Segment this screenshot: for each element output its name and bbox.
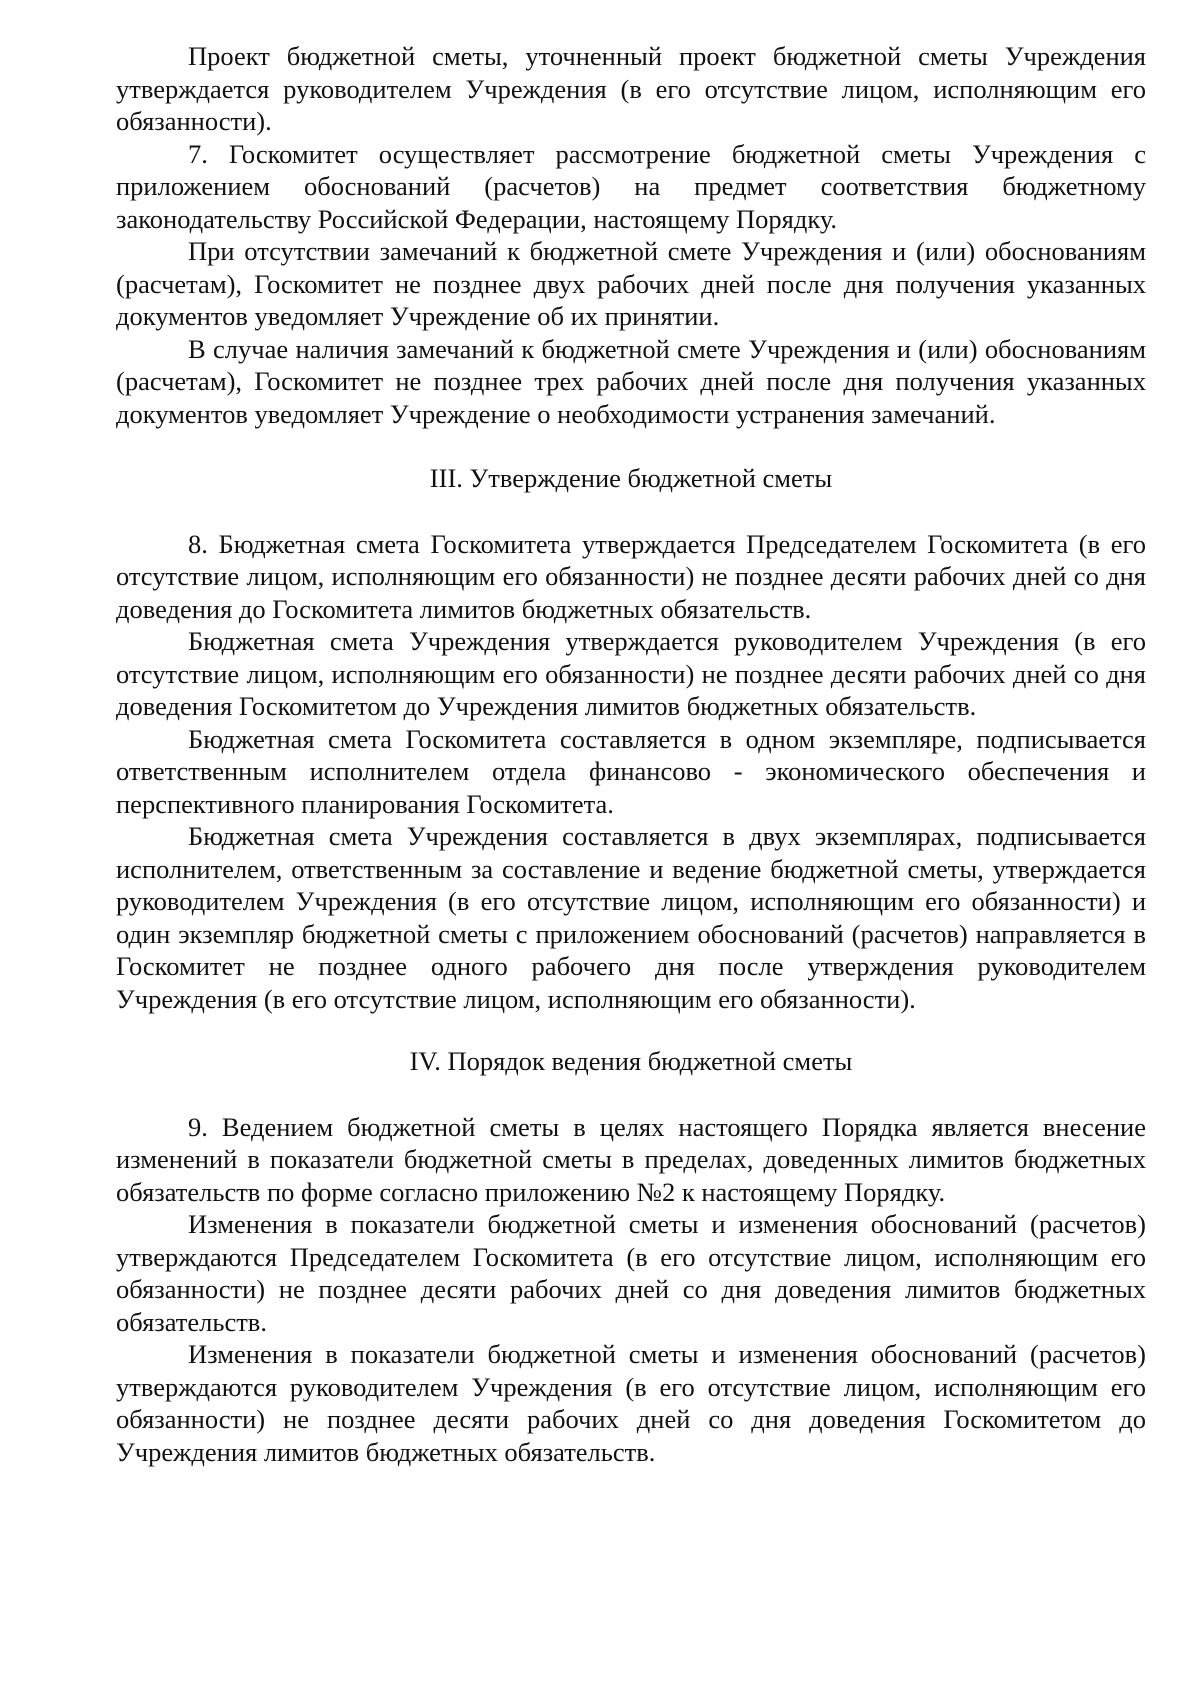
section-heading: III. Утверждение бюджетной сметы — [429, 463, 833, 493]
paragraph: В случае наличия замечаний к бюджетной смете Учреждения и (или) обоснованиям (расчетам), Госкомитет не позднее трех рабочих дней после дня получения указанных документов уведомляет Учреждение о необходимости устранения замечаний. — [116, 333, 1146, 429]
paragraph: Бюджетная смета Учреждения составляется в двух экземплярах, подписывается исполнителем, ответственным за составление и ведение бюджетной сметы, утверждается руководителем Учреждения (в его отсутствие лицом, исполняющим его обязанности) и один экземпляр бюджетной сметы с приложением обоснований (расчетов) направляется в Госкомитет не позднее одного рабочего дня после утверждения руководителем Учреждения (в его отсутствие лицом, исполняющим его обязанности). — [116, 821, 1146, 1014]
section-3 — [116, 462, 1146, 1015]
paragraph-item-7: 7. Госкомитет осуществляет рассмотрение бюджетной сметы Учреждения с приложением обоснований (расчетов) на предмет соответствия бюджетному законодательству Российской Федерации, настоящему Порядку. — [116, 138, 1146, 234]
document-page — [116, 40, 1146, 1468]
paragraph-item-9: 9. Ведением бюджетной сметы в целях настоящего Порядка является внесение изменений в показатели бюджетной сметы в пределах, доведенных лимитов бюджетных обязательств по форме согласно приложению №2 к настоящему Порядку. — [116, 1111, 1146, 1207]
section-heading: IV. Порядок ведения бюджетной сметы — [409, 1046, 853, 1076]
paragraph: Бюджетная смета Учреждения утверждается руководителем Учреждения (в его отсутствие лицом, исполняющим его обязанности) не позднее десяти рабочих дней со дня доведения Госкомитетом до Учреждения лимитов бюджетных обязательств. — [116, 626, 1146, 721]
paragraph: Проект бюджетной сметы, уточненный проект бюджетной сметы Учреждения утверждается руководителем Учреждения (в его отсутствие лицом, исполняющим его обязанности). — [116, 41, 1146, 136]
paragraph: При отсутствии замечаний к бюджетной смете Учреждения и (или) обоснованиям (расчетам), Госкомитет не позднее двух рабочих дней после дня получения указанных документов уведомляет Учреждение об их принятии. — [116, 236, 1146, 331]
paragraph: Изменения в показатели бюджетной сметы и изменения обоснований (расчетов) утверждаются Председателем Госкомитета (в его отсутствие лицом, исполняющим его обязанности) не позднее десяти рабочих дней со дня доведения лимитов бюджетных обязательств. — [116, 1209, 1146, 1337]
paragraph-item-8: 8. Бюджетная смета Госкомитета утверждается Председателем Госкомитета (в его отсутствие лицом, исполняющим его обязанности) не позднее десяти рабочих дней со дня доведения до Госкомитета лимитов бюджетных обязательств. — [116, 528, 1146, 624]
section-2-continuation — [116, 40, 1146, 430]
section-4 — [116, 1045, 1146, 1468]
paragraph: Изменения в показатели бюджетной сметы и изменения обоснований (расчетов) утверждаются руководителем Учреждения (в его отсутствие лицом, исполняющим его обязанности) не позднее десяти рабочих дней со дня доведения Госкомитетом до Учреждения лимитов бюджетных обязательств. — [116, 1339, 1146, 1467]
paragraph: Бюджетная смета Госкомитета составляется в одном экземпляре, подписывается ответственным исполнителем отдела финансово - экономического обеспечения и перспективного планирования Госкомитета. — [116, 723, 1146, 819]
